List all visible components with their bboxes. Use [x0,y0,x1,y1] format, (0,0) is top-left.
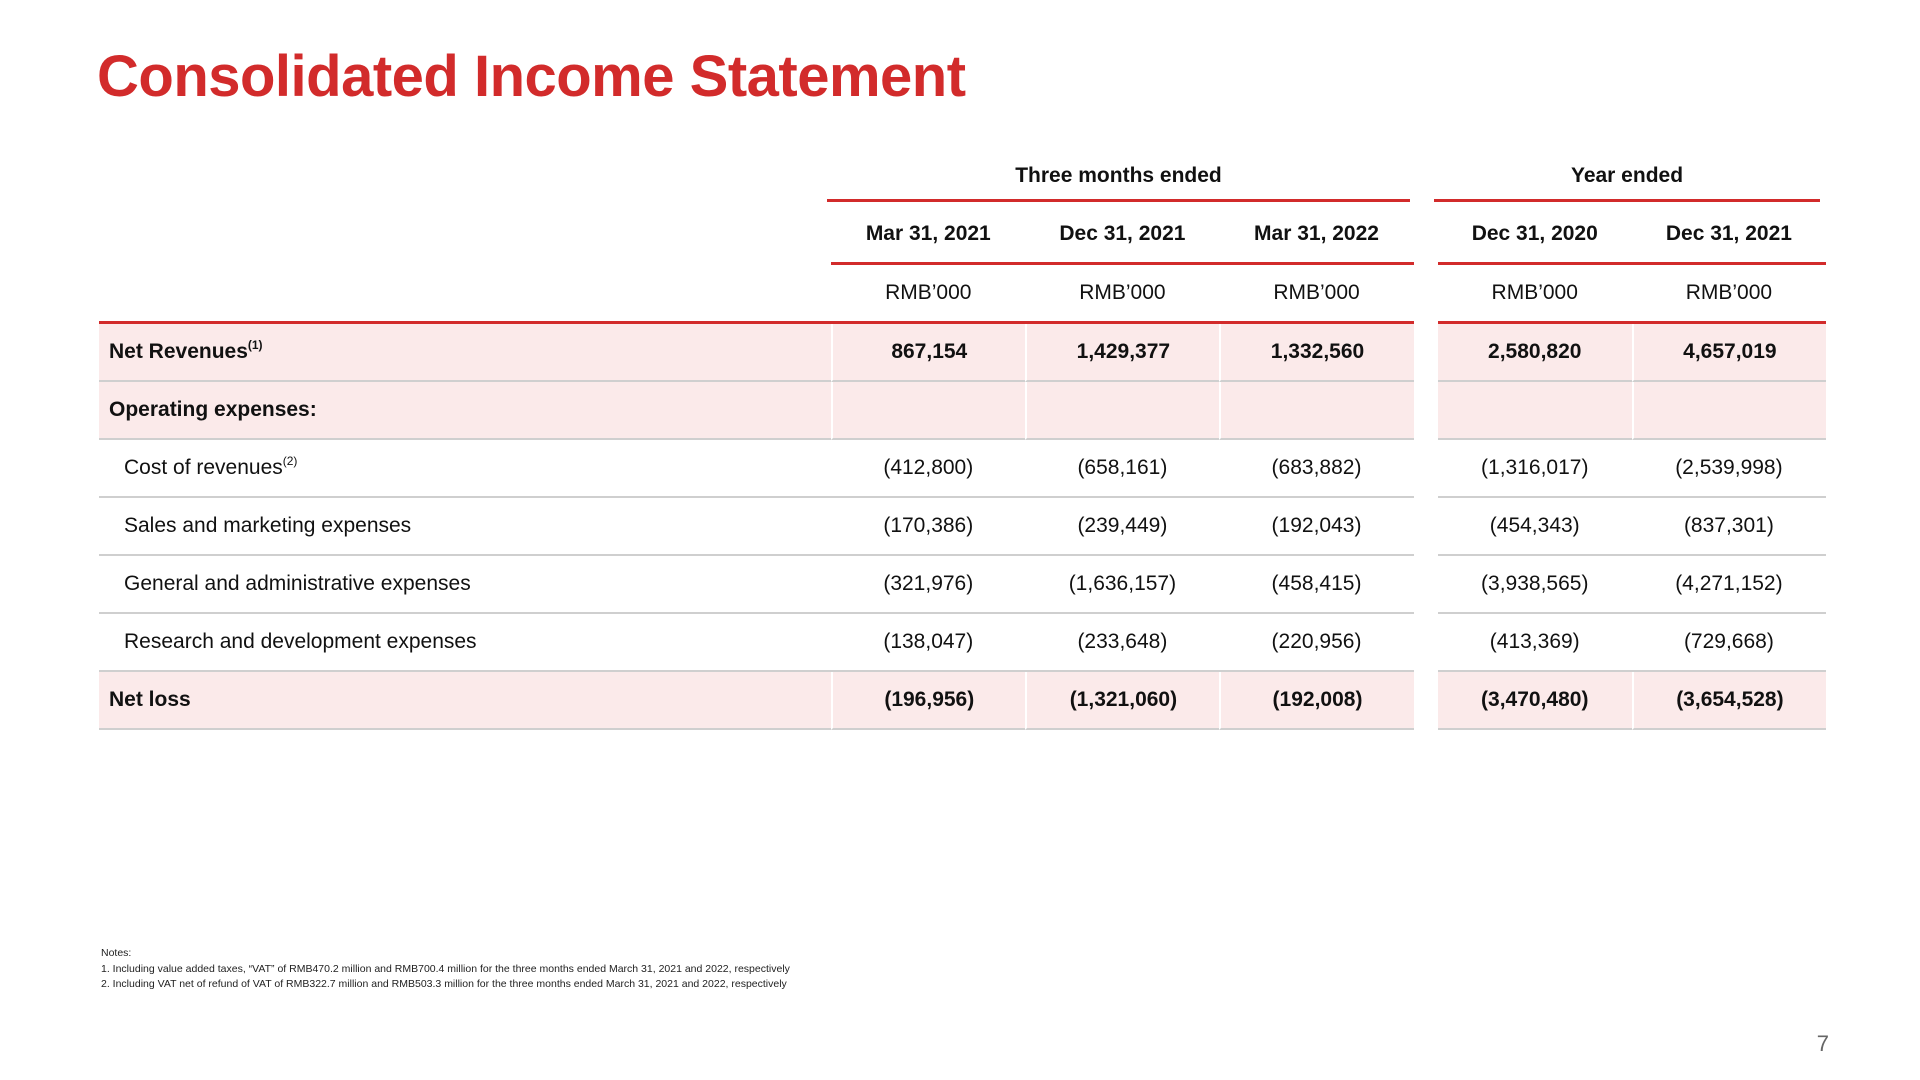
column-date: Dec 31, 2021 [1632,206,1826,265]
table-row-net-revenues [99,324,1826,382]
unit-label-spacer [99,265,831,324]
row-label: Net loss [99,672,831,730]
table-cell: (1,321,060) [1025,672,1219,730]
table-cell [831,382,1025,440]
group-header-label: Three months ended [1015,164,1222,187]
footnote-item: 2. Including VAT net of refund of VAT of RMB322.7 million and RMB503.3 million for the three months ended March 31, 2021 and 2022, respectively [101,978,787,990]
table-cell: (1,636,157) [1025,556,1219,614]
table-cell: (2,539,998) [1632,440,1826,498]
table-cell: (170,386) [831,498,1025,556]
row-label: General and administrative expenses [99,556,831,614]
table-row-operating-expenses [99,382,1826,440]
row-label: Cost of revenues$^{(2)}$ [99,440,831,498]
column-unit: RMB’000 [1219,265,1413,324]
group-header-year [1434,158,1820,194]
unit-header-row [99,265,1826,324]
group-header-rule [827,199,1410,202]
table-cell: (321,976) [831,556,1025,614]
footnotes [101,946,790,993]
group-header-label: Year ended [1570,164,1684,187]
table-cell [1438,382,1632,440]
table-cell [1219,382,1413,440]
income-statement-table [99,206,1826,730]
row-label: Operating expenses: [99,382,831,440]
column-unit: RMB’000 [831,265,1025,324]
table-cell: (729,668) [1632,614,1826,672]
column-gap [1414,206,1438,265]
column-unit: RMB’000 [1438,265,1632,324]
table-cell: 4,657,019 [1632,324,1826,382]
column-date: Mar 31, 2022 [1219,206,1413,265]
table-cell: (837,301) [1632,498,1826,556]
date-header-row [99,206,1826,265]
table-cell: (658,161) [1025,440,1219,498]
table-cell: (1,316,017) [1438,440,1632,498]
table-cell: (3,654,528) [1632,672,1826,730]
table-cell: (220,956) [1219,614,1413,672]
footnote-marker: (1) [247,338,263,352]
table-cell: (233,648) [1025,614,1219,672]
column-gap [1414,265,1438,324]
table-cell [1632,382,1826,440]
header-spacer [99,206,831,265]
table-cell: (239,449) [1025,498,1219,556]
table-cell: (458,415) [1219,556,1413,614]
page-title: Consolidated Income Statement [97,44,966,109]
table-row-general-admin [99,556,1826,614]
footnote-marker: (2) [282,454,298,468]
footnote-item: 1. Including value added taxes, “VAT” of RMB470.2 million and RMB700.4 million for the three months ended March 31, 2021 and 2022, respectively [101,962,790,975]
table-cell: (412,800) [831,440,1025,498]
table-cell: 2,580,820 [1438,324,1632,382]
column-gap [1414,614,1438,672]
table-cell: (4,271,152) [1632,556,1826,614]
column-unit: RMB’000 [1632,265,1826,324]
row-label: Research and development expenses [99,614,831,672]
notes-heading: Notes: [101,947,132,959]
table-cell: (3,470,480) [1438,672,1632,730]
table-cell: (192,043) [1219,498,1413,556]
column-gap [1414,382,1438,440]
table-cell: (196,956) [831,672,1025,730]
table-cell: 1,429,377 [1025,324,1219,382]
table-row-net-loss [99,672,1826,730]
table-row-research-development [99,614,1826,672]
group-header-rule [1434,199,1820,202]
table-cell: (192,008) [1219,672,1413,730]
column-date: Mar 31, 2021 [831,206,1025,265]
table-cell [1025,382,1219,440]
table-cell: (683,882) [1219,440,1413,498]
table-cell: 1,332,560 [1219,324,1413,382]
row-label: Net Revenues$^{(1)}$ [99,324,831,382]
column-gap [1414,498,1438,556]
table-cell: 867,154 [831,324,1025,382]
group-header-three-months [827,158,1410,194]
row-label: Sales and marketing expenses [99,498,831,556]
column-gap [1414,672,1438,730]
table-cell: (454,343) [1438,498,1632,556]
column-gap [1414,440,1438,498]
column-unit: RMB’000 [1025,265,1219,324]
table-cell: (413,369) [1438,614,1632,672]
table-row-sales-marketing [99,498,1826,556]
column-date: Dec 31, 2021 [1025,206,1219,265]
column-gap [1414,324,1438,382]
table-cell: (138,047) [831,614,1025,672]
table-row-cost-of-revenues [99,440,1826,498]
table-cell: (3,938,565) [1438,556,1632,614]
column-date: Dec 31, 2020 [1438,206,1632,265]
column-gap [1414,556,1438,614]
page-number: 7 [1816,1031,1829,1056]
